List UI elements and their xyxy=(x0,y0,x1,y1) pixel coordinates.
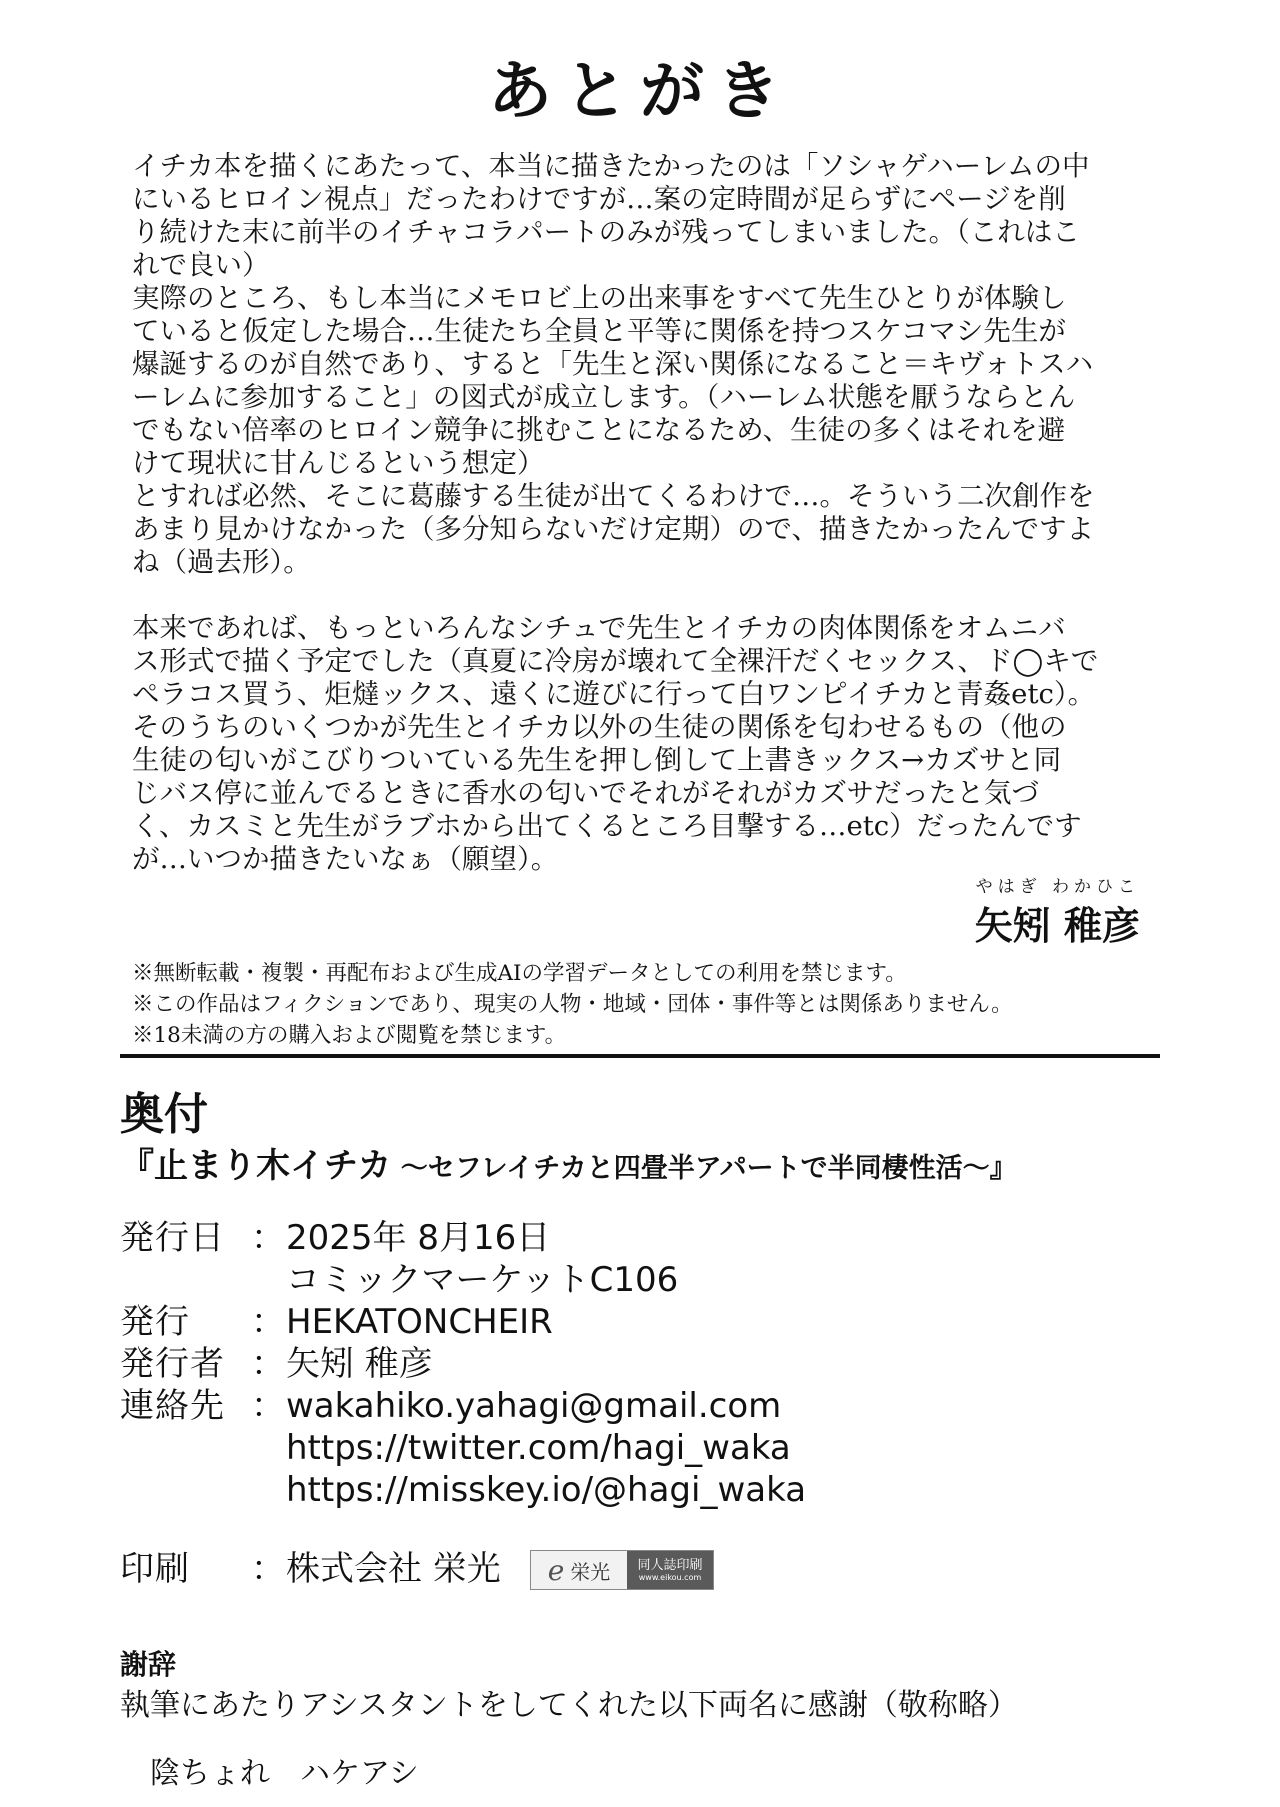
section-divider xyxy=(120,1054,1160,1058)
text-line: そのうちのいくつかが先生とイチカ以外の生徒の関係を匂わせるもの（他の xyxy=(132,711,1067,743)
event-value: コミックマーケットC106 xyxy=(286,1260,679,1300)
afterword-paragraph-1 xyxy=(132,150,1152,579)
assistant-name: 陰ちょれ xyxy=(150,1756,270,1791)
publisher-value: 矢矧 稚彦 xyxy=(286,1344,433,1384)
book-title-main: 『止まり木イチカ xyxy=(120,1146,392,1186)
text-line: が…いつか描きたいなぁ（願望）。 xyxy=(132,843,559,875)
text-line: ペラコス買う、炬燵ックス、遠くに遊びに行って白ワンピイチカと青姦etc）。 xyxy=(132,678,1096,710)
notice-item: ※この作品はフィクションであり、現実の人物・地域・団体・事件等とは関係ありません。 xyxy=(132,992,1013,1017)
afterword-paragraph-2 xyxy=(132,612,1152,876)
text-line: イチカ本を描くにあたって、本当に描きたかったのは「ソシャゲハーレムの中 xyxy=(132,150,1090,182)
colon: ： xyxy=(251,1218,285,1258)
thanks-heading: 謝辞 xyxy=(120,1648,177,1681)
text-line: 生徒の匂いがこびりついている先生を押し倒して上書きックス→カズサと同 xyxy=(132,744,1062,776)
text-line: あまり見かけなかった（多分知らないだけ定期）ので、描きたかったんですよ xyxy=(132,513,1094,545)
colon: ： xyxy=(251,1386,285,1426)
assistant-names xyxy=(150,1748,449,1792)
colophon-row-date xyxy=(120,1218,550,1258)
print-label: 印刷 xyxy=(120,1549,190,1589)
e-logo-icon: e xyxy=(547,1553,565,1587)
printer-logo-mark xyxy=(531,1551,627,1589)
colophon-row-event xyxy=(120,1260,678,1300)
notice-item: ※無断転載・複製・再配布および生成AIの学習データとしての利用を禁じます。 xyxy=(132,961,907,986)
text-line: れで良い） xyxy=(132,249,270,281)
date-value: 2025年 8月16日 xyxy=(286,1218,551,1258)
publisher-label: 発行者 xyxy=(120,1344,225,1384)
contact-label: 連絡先 xyxy=(120,1386,225,1426)
colon: ： xyxy=(251,1302,285,1342)
text-line: り続けた末に前半のイチャコラパートのみが残ってしまいました。（これはこ xyxy=(132,216,1080,248)
notice-list xyxy=(132,958,1132,1051)
date-label: 発行日 xyxy=(120,1218,225,1258)
text-line: じバス停に並んでるときに香水の匂いでそれがそれがカズサだったと気づ xyxy=(132,777,1039,809)
contact-email: wakahiko.yahagi@gmail.com xyxy=(286,1386,782,1426)
text-line: ーレムに参加すること」の図式が成立します。（ハーレム状態を厭うならとん xyxy=(132,381,1076,413)
printer-logo-tagline: 同人誌印刷 xyxy=(637,1557,703,1573)
printer-logo-badge xyxy=(627,1551,713,1589)
circle-label: 発行 xyxy=(120,1302,190,1342)
text-line: ね（過去形）。 xyxy=(132,546,311,578)
printer-logo-name: 栄光 xyxy=(570,1559,611,1584)
print-value: 株式会社 栄光 xyxy=(286,1549,501,1589)
colophon-heading: 奥付 xyxy=(120,1089,208,1140)
book-title-subtitle: ～セフレイチカと四畳半アパートで半同棲性活～』 xyxy=(391,1153,1017,1184)
text-line: ていると仮定した場合…生徒たち全員と平等に関係を持つスケコマシ先生が xyxy=(132,315,1066,347)
text-line: 実際のところ、もし本当にメモロビ上の出来事をすべて先生ひとりが体験し xyxy=(132,282,1067,314)
colophon-row-circle xyxy=(120,1302,553,1342)
circle-value: HEKATONCHEIR xyxy=(286,1302,553,1342)
printer-logo xyxy=(530,1550,714,1590)
author-name-reading: やはぎ わかひこ xyxy=(975,877,1140,897)
colophon-row-printer xyxy=(120,1549,501,1589)
text-line: けて現状に甘んじるという想定） xyxy=(132,447,545,479)
contact-twitter: https://twitter.com/hagi_waka xyxy=(286,1428,791,1468)
contact-misskey: https://misskey.io/@hagi_waka xyxy=(286,1470,807,1510)
colophon-row-twitter xyxy=(120,1428,791,1468)
assistant-name: ハケアシ xyxy=(300,1756,419,1791)
colophon-row-publisher xyxy=(120,1344,433,1384)
text-line: でもない倍率のヒロイン競争に挑むことになるため、生徒の多くはそれを避 xyxy=(132,414,1066,446)
text-line: とすれば必然、そこに葛藤する生徒が出てくるわけで…。そういう二次創作を xyxy=(132,480,1095,512)
thanks-text: 執筆にあたりアシスタントをしてくれた以下両名に感謝（敬称略） xyxy=(120,1688,1018,1723)
text-line: 本来であれば、もっといろんなシチュで先生とイチカの肉体関係をオムニバ xyxy=(132,612,1066,644)
text-line: にいるヒロイン視点」だったわけですが…案の定時間が足らずにページを削 xyxy=(132,183,1066,215)
text-line: 爆誕するのが自然であり、すると「先生と深い関係になること＝キヴォトスハ xyxy=(132,348,1094,380)
colon: ： xyxy=(251,1549,285,1589)
printer-logo-url: www.eikou.com xyxy=(638,1572,702,1582)
author-name: 矢矧 稚彦 xyxy=(974,903,1140,948)
book-title xyxy=(120,1138,1017,1187)
colophon-row-contact xyxy=(120,1386,781,1426)
text-line: ス形式で描く予定でした（真夏に冷房が壊れて全裸汗だくセックス、ド◯キで xyxy=(132,645,1099,677)
page-title: あとがき xyxy=(488,54,792,129)
colophon-row-misskey xyxy=(120,1470,806,1510)
colon: ： xyxy=(251,1344,285,1384)
notice-item: ※18未満の方の購入および閲覧を禁じます。 xyxy=(132,1023,567,1048)
text-line: く、カスミと先生がラブホから出てくるところ目撃する…etc）だったんです xyxy=(132,810,1082,842)
